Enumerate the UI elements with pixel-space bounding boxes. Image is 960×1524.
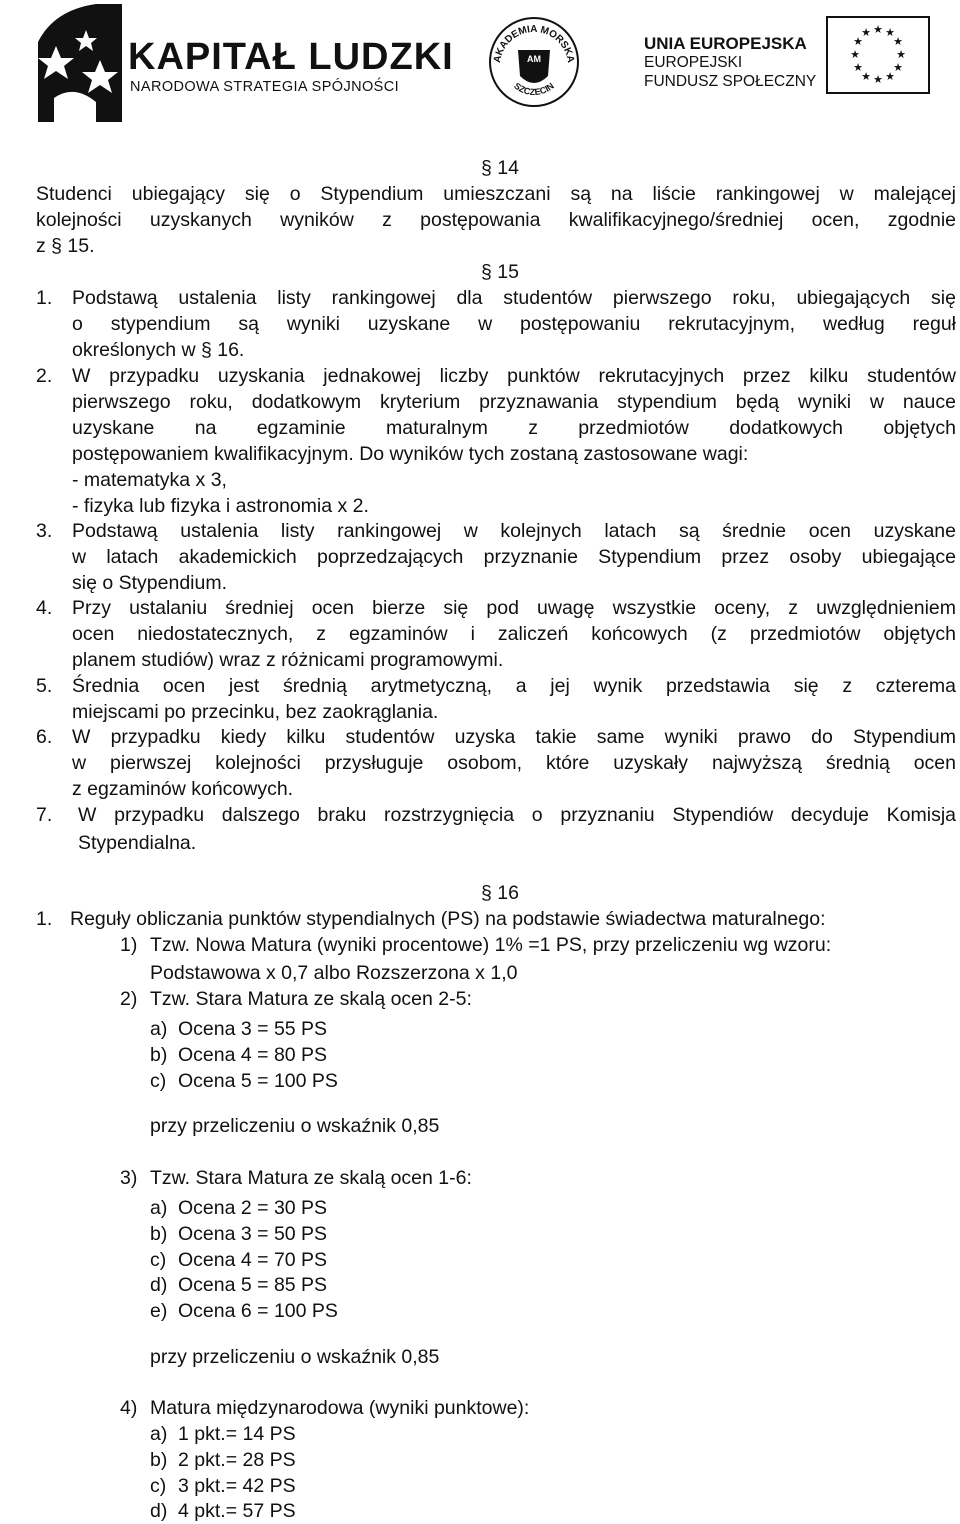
svg-text:★: ★: [853, 35, 863, 48]
s16-rule-4-item-c-number: c): [150, 1475, 167, 1497]
s14-line-2: kolejności uzyskanych wyników z postępowania kwalifikacyjnego/średniej ocen, zgodnie: [36, 209, 956, 231]
s15-item-4-line-2: ocen niedostatecznych, z egzaminów i zaliczeń końcowych (z przedmiotów objętych: [72, 623, 956, 645]
s14-line-1: Studenci ubiegający się o Stypendium umieszczani są na liście rankingowej w malejącej: [36, 183, 956, 205]
s15-item-2-line-6: - fizyka lub fizyka i astronomia x 2.: [72, 495, 369, 517]
ue-subtitle-1: EUROPEJSKI: [644, 54, 743, 71]
s15-item-3-line-2: w latach akademickich poprzedzających przyznanie Stypendium przez osoby ubiegające: [72, 546, 956, 568]
s15-item-2-line-4: postępowaniem kwalifikacyjnym. Do wyników tych zostaną zastosowane wagi:: [72, 443, 749, 465]
svg-text:★: ★: [885, 26, 895, 39]
s16-rule-1-line-1: Tzw. Nowa Matura (wyniki procentowe) 1% =1 PS, przy przeliczeniu wg wzoru:: [150, 934, 832, 956]
svg-text:★: ★: [861, 70, 871, 83]
eu-flag-icon: [826, 16, 930, 94]
s16-rule-2-note: przy przeliczeniu o wskaźnik 0,85: [150, 1115, 440, 1137]
s15-item-7-number: 7.: [36, 804, 53, 826]
s16-rule-1-number: 1): [120, 934, 138, 956]
svg-text:★: ★: [861, 26, 871, 39]
s16-rule-2-item-a-text: Ocena 3 = 55 PS: [178, 1018, 328, 1040]
s15-item-2-line-3: uzyskane na egzaminie maturalnym z przedmiotów dodatkowych objętych: [72, 417, 956, 439]
s16-rule-4-item-c-text: 3 pkt.= 42 PS: [178, 1475, 296, 1497]
s15-item-6-line-3: z egzaminów końcowych.: [72, 778, 294, 800]
s15-item-4-line-1: Przy ustalaniu średniej ocen bierze się pod uwagę wszystkie oceny, z uwzględnieniem: [72, 597, 956, 619]
s15-item-4-line-3: planem studiów) wraz z różnicami programowymi.: [72, 649, 504, 671]
section-15-heading: § 15: [481, 261, 519, 283]
s16-rule-1-line-2: Podstawowa x 0,7 albo Rozszerzona x 1,0: [150, 962, 518, 984]
s15-item-5-line-1: Średnia ocen jest średnią arytmetyczną, a jej wynik przedstawia się z czterema: [72, 675, 956, 697]
svg-text:★: ★: [893, 61, 903, 74]
s16-rule-4-number: 4): [120, 1397, 138, 1419]
s15-item-2-number: 2.: [36, 365, 53, 387]
section-16-heading: § 16: [481, 882, 519, 904]
s15-item-2-line-5: - matematyka x 3,: [72, 469, 227, 491]
s15-item-7-line-1: W przypadku dalszego braku rozstrzygnięcia o przyznaniu Stypendiów decyduje Komisja: [78, 804, 956, 826]
s16-item-1-text: Reguły obliczania punktów stypendialnych (PS) na podstawie świadectwa maturalnego:: [70, 908, 826, 930]
svg-text:★: ★: [850, 48, 860, 61]
svg-text:★: ★: [873, 73, 883, 86]
s16-rule-3-line-1: Tzw. Stara Matura ze skalą ocen 1-6:: [150, 1167, 472, 1189]
header-logos: [0, 0, 960, 130]
s16-rule-3-item-d-number: d): [150, 1274, 168, 1296]
svg-text:★: ★: [853, 61, 863, 74]
s15-item-4-number: 4.: [36, 597, 53, 619]
s15-item-5-number: 5.: [36, 675, 53, 697]
s16-rule-4-item-b-text: 2 pkt.= 28 PS: [178, 1449, 296, 1471]
s16-rule-2-item-a-number: a): [150, 1018, 168, 1040]
svg-text:★: ★: [896, 48, 906, 61]
s14-line-3: z § 15.: [36, 235, 95, 257]
ue-title: UNIA EUROPEJSKA: [644, 34, 807, 53]
s16-rule-2-line-1: Tzw. Stara Matura ze skalą ocen 2-5:: [150, 988, 472, 1010]
svg-text:★: ★: [893, 35, 903, 48]
svg-text:SZCZECIN: [512, 81, 556, 98]
s16-rule-2-item-c-text: Ocena 5 = 100 PS: [178, 1070, 338, 1092]
s16-rule-3-note: przy przeliczeniu o wskaźnik 0,85: [150, 1346, 440, 1368]
s16-rule-4-item-b-number: b): [150, 1449, 168, 1471]
s16-rule-4-item-a-text: 1 pkt.= 14 PS: [178, 1423, 296, 1445]
svg-text:★: ★: [885, 70, 895, 83]
s16-rule-3-item-b-text: Ocena 3 = 50 PS: [178, 1223, 328, 1245]
s16-rule-3-item-d-text: Ocena 5 = 85 PS: [178, 1274, 328, 1296]
s16-rule-3-item-b-number: b): [150, 1223, 168, 1245]
am-top-text: AKADEMIA MORSKA: [492, 23, 576, 64]
s15-item-3-line-1: Podstawą ustalenia listy rankingowej w kolejnych latach są średnie ocen uzyskane: [72, 520, 956, 542]
am-mark-text: AM: [527, 54, 541, 64]
s15-item-1-line-3: określonych w § 16.: [72, 339, 245, 361]
s16-rule-4-line-1: Matura międzynarodowa (wyniki punktowe):: [150, 1397, 530, 1419]
s16-rule-2-item-b-text: Ocena 4 = 80 PS: [178, 1044, 328, 1066]
s15-item-1-line-1: Podstawą ustalenia listy rankingowej dla studentów pierwszego roku, ubiegających się: [72, 287, 956, 309]
s15-item-7-line-2: Stypendialna.: [78, 832, 197, 854]
am-bottom-text: SZCZECIN: [512, 80, 556, 98]
s16-rule-3-number: 3): [120, 1167, 138, 1189]
kapital-ludzki-subtitle: NARODOWA STRATEGIA SPÓJNOŚCI: [130, 79, 400, 95]
s16-rule-2-number: 2): [120, 988, 138, 1010]
kapital-ludzki-title: KAPITAŁ LUDZKI: [128, 36, 454, 78]
s16-rule-4-item-d-text: 4 pkt.= 57 PS: [178, 1500, 296, 1522]
s16-item-1-number: 1.: [36, 908, 53, 930]
s15-item-6-number: 6.: [36, 726, 53, 748]
ue-subtitle-2: FUNDUSZ SPOŁECZNY: [644, 73, 817, 90]
kapital-ludzki-logo-icon: [34, 2, 124, 124]
s16-rule-2-item-c-number: c): [150, 1070, 167, 1092]
s15-item-6-line-1: W przypadku kiedy kilku studentów uzyska takie same wyniki prawo do Stypendium: [72, 726, 956, 748]
s15-item-6-line-2: w pierwszej kolejności przysługuje osobom, które uzyskały najwyższą średnią ocen: [72, 752, 956, 774]
s15-item-1-line-2: o stypendium są wyniki uzyskane w postępowaniu rekrutacyjnym, według reguł: [72, 313, 956, 335]
s15-item-3-line-3: się o Stypendium.: [72, 572, 228, 594]
s15-item-5-line-2: miejscami po przecinku, bez zaokrąglania.: [72, 701, 439, 723]
s16-rule-3-item-c-number: c): [150, 1249, 167, 1271]
s16-rule-4-item-a-number: a): [150, 1423, 168, 1445]
s16-rule-3-item-a-text: Ocena 2 = 30 PS: [178, 1197, 328, 1219]
akademia-morska-seal-icon: [488, 16, 580, 108]
s15-item-2-line-2: pierwszego roku, dodatkowym kryterium przyznawania stypendium będą wyniki w nauce: [72, 391, 956, 413]
s15-item-1-number: 1.: [36, 287, 53, 309]
s16-rule-2-item-b-number: b): [150, 1044, 168, 1066]
s16-rule-3-item-e-text: Ocena 6 = 100 PS: [178, 1300, 338, 1322]
s16-rule-4-item-d-number: d): [150, 1500, 168, 1522]
s16-rule-3-item-a-number: a): [150, 1197, 168, 1219]
section-14-heading: § 14: [481, 157, 519, 179]
svg-text:★: ★: [873, 23, 883, 36]
s16-rule-3-item-c-text: Ocena 4 = 70 PS: [178, 1249, 328, 1271]
s15-item-2-line-1: W przypadku uzyskania jednakowej liczby punktów rekrutacyjnych przez kilku studentów: [72, 365, 956, 387]
s15-item-3-number: 3.: [36, 520, 53, 542]
s16-rule-3-item-e-number: e): [150, 1300, 168, 1322]
